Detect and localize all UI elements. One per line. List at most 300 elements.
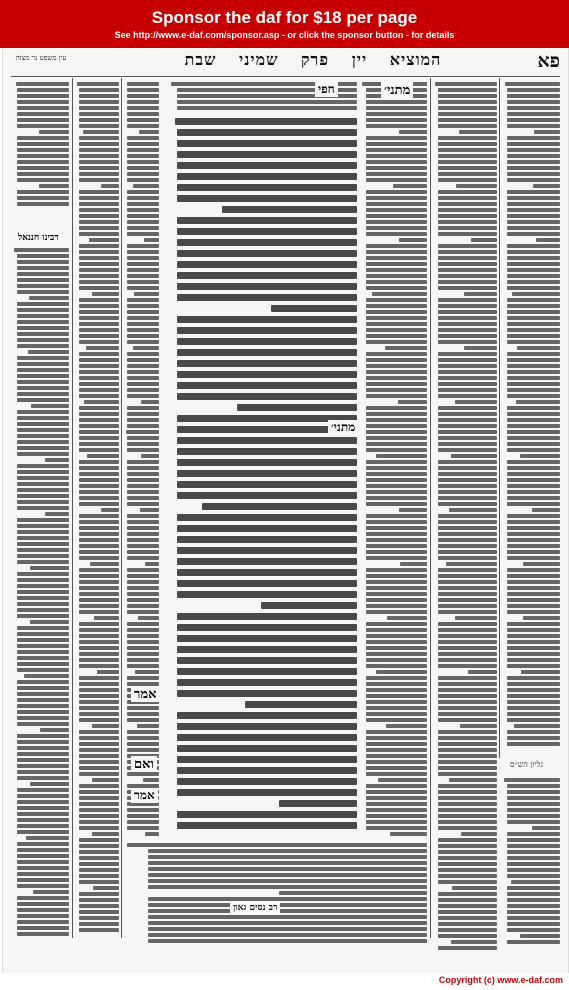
text-line: [507, 100, 560, 104]
text-line: [143, 778, 159, 782]
text-line: [101, 508, 119, 512]
text-line: [139, 130, 159, 134]
text-line: [148, 915, 427, 919]
text-line: [366, 244, 427, 248]
text-line: [79, 880, 119, 884]
text-line: [438, 742, 497, 746]
text-line: [177, 294, 357, 301]
text-line: [438, 838, 497, 842]
text-line: [438, 916, 497, 920]
text-line: [177, 338, 357, 345]
text-line: [438, 466, 497, 470]
text-line: [92, 292, 119, 296]
text-line: [79, 100, 119, 104]
text-line: [438, 580, 497, 584]
ein-mishpat-label: עין משפט נר מצוה: [15, 54, 67, 62]
text-line: [507, 328, 560, 332]
text-line: [79, 154, 119, 158]
text-line: [17, 560, 69, 564]
text-line: [366, 358, 427, 362]
text-line: [507, 796, 560, 800]
copyright-link[interactable]: Copyright (c) www.e-daf.com: [438, 975, 563, 985]
text-line: [438, 640, 497, 644]
text-line: [366, 700, 427, 704]
text-line: [438, 538, 497, 542]
text-line: [79, 502, 119, 506]
text-line: [79, 448, 119, 452]
text-line: [148, 897, 427, 901]
text-line: [17, 764, 69, 768]
text-line: [133, 184, 159, 188]
sponsor-banner[interactable]: [0, 0, 569, 48]
rabbeinu-chananel-heading: רבינו חננאל: [15, 232, 62, 243]
text-line: [507, 280, 560, 284]
text-line: [366, 526, 427, 530]
text-line: [127, 460, 159, 464]
text-line: [17, 920, 69, 924]
text-line: [79, 244, 119, 248]
text-line: [438, 592, 497, 596]
text-line: [17, 308, 69, 312]
text-line: [141, 400, 159, 404]
text-line: [455, 400, 497, 404]
text-line: [17, 368, 69, 372]
text-line: [507, 646, 560, 650]
text-line: [517, 346, 561, 350]
column-rule: [499, 78, 500, 758]
text-line: [127, 334, 159, 338]
text-line: [366, 148, 427, 152]
rashi-column: [361, 82, 427, 842]
text-line: [438, 862, 497, 866]
text-line: [438, 304, 497, 308]
text-line: [177, 371, 357, 378]
text-line: [438, 718, 497, 722]
text-line: [507, 886, 560, 890]
text-line: [79, 640, 119, 644]
text-line: [536, 238, 560, 242]
text-line: [438, 298, 497, 302]
text-line: [127, 244, 159, 248]
text-line: [507, 262, 560, 266]
text-line: [177, 635, 357, 642]
text-line: [366, 610, 427, 614]
text-line: [366, 814, 427, 818]
text-line: [17, 190, 69, 194]
text-line: [507, 580, 560, 584]
text-line: [79, 766, 119, 770]
text-line: [446, 562, 497, 566]
mishna-heading-center: מתני׳: [328, 420, 358, 435]
text-line: [366, 220, 427, 224]
text-line: [438, 712, 497, 716]
text-line: [177, 360, 357, 367]
text-line: [520, 934, 560, 938]
sponsor-title[interactable]: Sponsor the daf for $18 per page: [151, 8, 418, 27]
text-line: [507, 256, 560, 260]
text-line: [438, 628, 497, 632]
text-line: [177, 778, 357, 785]
column-rule: [121, 78, 122, 938]
text-line: [127, 118, 159, 122]
text-line: [79, 922, 119, 926]
text-line: [17, 704, 69, 708]
text-line: [17, 338, 69, 342]
text-line: [438, 544, 497, 548]
text-line: [127, 256, 159, 260]
text-line: [366, 256, 427, 260]
text-line: [79, 526, 119, 530]
text-line: [438, 874, 497, 878]
text-line: [507, 478, 560, 482]
text-line: [507, 814, 560, 818]
text-line: [507, 322, 560, 326]
text-line: [438, 472, 497, 476]
text-line: [398, 400, 427, 404]
text-line: [507, 460, 560, 464]
text-line: [438, 286, 497, 290]
text-line: [177, 591, 357, 598]
text-line: [507, 922, 560, 926]
text-line: [438, 190, 497, 194]
text-line: [79, 172, 119, 176]
text-line: [245, 701, 357, 708]
text-line: [17, 626, 69, 630]
text-line: [17, 356, 69, 360]
text-line: [438, 664, 497, 668]
text-line: [438, 622, 497, 626]
text-line: [79, 754, 119, 758]
text-line: [366, 802, 427, 806]
text-line: [79, 712, 119, 716]
text-line: [507, 694, 560, 698]
text-line: [438, 208, 497, 212]
text-line: [127, 220, 159, 224]
text-line: [366, 796, 427, 800]
text-line: [127, 172, 159, 176]
text-line: [507, 334, 560, 338]
text-line: [177, 151, 357, 158]
text-line: [279, 891, 427, 895]
text-line: [79, 796, 119, 800]
rav-nissim-gaon-label: רב נסים גאון: [230, 902, 280, 913]
text-line: [17, 806, 69, 810]
text-line: [79, 478, 119, 482]
text-line: [138, 616, 159, 620]
text-line: [17, 554, 69, 558]
text-line: [31, 404, 69, 408]
text-line: [79, 718, 119, 722]
text-line: [177, 624, 357, 631]
text-line: [507, 916, 560, 920]
sponsor-subtitle[interactable]: See http://www.e-daf.com/sponsor.asp - or click the sponsor button - for details: [114, 30, 455, 40]
text-line: [127, 748, 159, 752]
text-line: [177, 646, 357, 653]
text-line: [79, 214, 119, 218]
text-line: [520, 454, 560, 458]
text-line: [79, 310, 119, 314]
text-line: [127, 520, 159, 524]
text-line: [87, 454, 119, 458]
text-line: [127, 340, 159, 344]
text-line: [28, 350, 69, 354]
text-line: [17, 914, 69, 918]
text-line: [135, 670, 159, 674]
text-line: [366, 418, 427, 422]
text-line: [127, 268, 159, 272]
text-line: [148, 849, 427, 853]
text-line: [79, 808, 119, 812]
text-line: [438, 136, 497, 140]
text-line: [438, 316, 497, 320]
text-line: [507, 574, 560, 578]
text-line: [366, 478, 427, 482]
text-line: [39, 184, 69, 188]
text-line: [17, 854, 69, 858]
text-line: [507, 910, 560, 914]
text-line: [79, 460, 119, 464]
text-line: [177, 228, 357, 235]
text-line: [177, 272, 357, 279]
text-line: [366, 550, 427, 554]
text-line: [366, 394, 427, 398]
text-line: [17, 578, 69, 582]
text-line: [438, 214, 497, 218]
text-line: [366, 208, 427, 212]
text-line: [79, 364, 119, 368]
text-line: [79, 838, 119, 842]
text-line: [507, 382, 560, 386]
text-line: [137, 724, 159, 728]
text-line: [127, 820, 159, 824]
text-line: [79, 682, 119, 686]
text-line: [17, 644, 69, 648]
text-line: [177, 349, 357, 356]
text-line: [17, 112, 69, 116]
text-line: [507, 844, 560, 848]
text-line: [438, 604, 497, 608]
text-line: [507, 664, 560, 668]
text-line: [507, 226, 560, 230]
text-line: [127, 304, 159, 308]
text-line: [17, 932, 69, 936]
text-line: [376, 670, 427, 674]
text-line: [144, 238, 159, 242]
text-line: [507, 364, 560, 368]
text-line: [438, 892, 497, 896]
text-line: [177, 162, 357, 169]
text-line: [507, 352, 560, 356]
text-line: [17, 830, 69, 834]
text-line: [366, 760, 427, 764]
text-line: [366, 640, 427, 644]
text-line: [366, 772, 427, 776]
text-line: [127, 598, 159, 602]
text-line: [399, 508, 427, 512]
text-line: [79, 844, 119, 848]
text-line: [507, 874, 560, 878]
text-line: [79, 322, 119, 326]
text-line: [438, 922, 497, 926]
text-line: [79, 874, 119, 878]
text-line: [127, 568, 159, 572]
text-line: [17, 284, 69, 288]
text-line: [177, 250, 357, 257]
text-line: [507, 736, 560, 740]
text-line: [17, 106, 69, 110]
text-line: [366, 118, 427, 122]
text-line: [17, 380, 69, 384]
text-line: [507, 244, 560, 248]
text-line: [507, 316, 560, 320]
text-line: [17, 536, 69, 540]
text-line: [438, 646, 497, 650]
text-line: [385, 346, 427, 350]
text-line: [79, 688, 119, 692]
text-line: [127, 718, 159, 722]
text-line: [366, 556, 427, 560]
text-line: [127, 574, 159, 578]
text-line: [366, 112, 427, 116]
text-line: [512, 292, 560, 296]
text-line: [366, 694, 427, 698]
text-line: [79, 556, 119, 560]
text-line: [533, 184, 560, 188]
text-line: [83, 130, 119, 134]
text-line: [79, 250, 119, 254]
text-line: [79, 772, 119, 776]
text-line: [17, 800, 69, 804]
text-line: [79, 118, 119, 122]
text-line: [507, 892, 560, 896]
text-line: [438, 256, 497, 260]
text-line: [507, 592, 560, 596]
text-line: [17, 746, 69, 750]
text-line: [507, 718, 560, 722]
text-line: [438, 94, 497, 98]
text-line: [386, 724, 427, 728]
text-line: [390, 832, 427, 836]
text-line: [507, 304, 560, 308]
text-line: [438, 502, 497, 506]
text-line: [366, 730, 427, 734]
text-line: [79, 316, 119, 320]
text-line: [507, 148, 560, 152]
text-line: [101, 184, 119, 188]
text-line: [438, 550, 497, 554]
text-line: [279, 800, 357, 807]
text-line: [79, 166, 119, 170]
text-line: [79, 358, 119, 362]
text-line: [177, 756, 357, 763]
text-line: [438, 442, 497, 446]
text-line: [452, 886, 497, 890]
text-line: [438, 406, 497, 410]
text-line: [79, 826, 119, 830]
text-line: [17, 196, 69, 200]
text-line: [127, 514, 159, 518]
text-line: [127, 376, 159, 380]
text-line: [459, 130, 497, 134]
text-line: [17, 302, 69, 306]
text-line: [177, 448, 357, 455]
text-line: [438, 232, 497, 236]
text-line: [177, 767, 357, 774]
text-line: [177, 217, 357, 224]
text-line: [438, 766, 497, 770]
text-line: [177, 195, 357, 202]
text-line: [366, 664, 427, 668]
text-line: [438, 262, 497, 266]
text-line: [148, 873, 427, 877]
text-line: [507, 868, 560, 872]
text-line: [507, 370, 560, 374]
text-line: [79, 748, 119, 752]
text-line: [26, 836, 69, 840]
text-line: [177, 580, 357, 587]
text-line: [366, 538, 427, 542]
text-line: [127, 250, 159, 254]
text-line: [17, 142, 69, 146]
text-line: [127, 262, 159, 266]
text-line: [127, 112, 159, 116]
text-line: [17, 632, 69, 636]
text-line: [17, 572, 69, 576]
text-line: [507, 598, 560, 602]
text-line: [79, 340, 119, 344]
text-line: [79, 268, 119, 272]
text-line: [438, 856, 497, 860]
text-line: [148, 909, 427, 913]
text-line: [145, 832, 159, 836]
text-line: [438, 730, 497, 734]
text-line: [177, 712, 357, 719]
text-line: [516, 400, 560, 404]
text-line: [127, 286, 159, 290]
text-line: [17, 908, 69, 912]
text-line: [507, 832, 560, 836]
text-line: [366, 316, 427, 320]
text-line: [17, 320, 69, 324]
text-line: [507, 820, 560, 824]
rashi-label: חפי: [315, 82, 338, 97]
text-line: [17, 500, 69, 504]
text-line: [438, 574, 497, 578]
text-line: [17, 344, 69, 348]
text-line: [17, 770, 69, 774]
text-line: [438, 556, 497, 560]
text-line: [507, 838, 560, 842]
text-line: [366, 430, 427, 434]
text-line: [30, 782, 69, 786]
header-word: פרק: [300, 50, 330, 69]
text-line: [79, 904, 119, 908]
text-line: [366, 364, 427, 368]
text-line: [507, 502, 560, 506]
header-word: שבת: [184, 50, 217, 69]
text-line: [366, 718, 427, 722]
text-line: [90, 562, 119, 566]
text-line: [438, 112, 497, 116]
text-line: [366, 160, 427, 164]
text-line: [127, 634, 159, 638]
text-line: [507, 568, 560, 572]
text-line: [366, 490, 427, 494]
text-line: [366, 712, 427, 716]
text-line: [366, 388, 427, 392]
text-line: [127, 742, 159, 746]
text-line: [79, 280, 119, 284]
